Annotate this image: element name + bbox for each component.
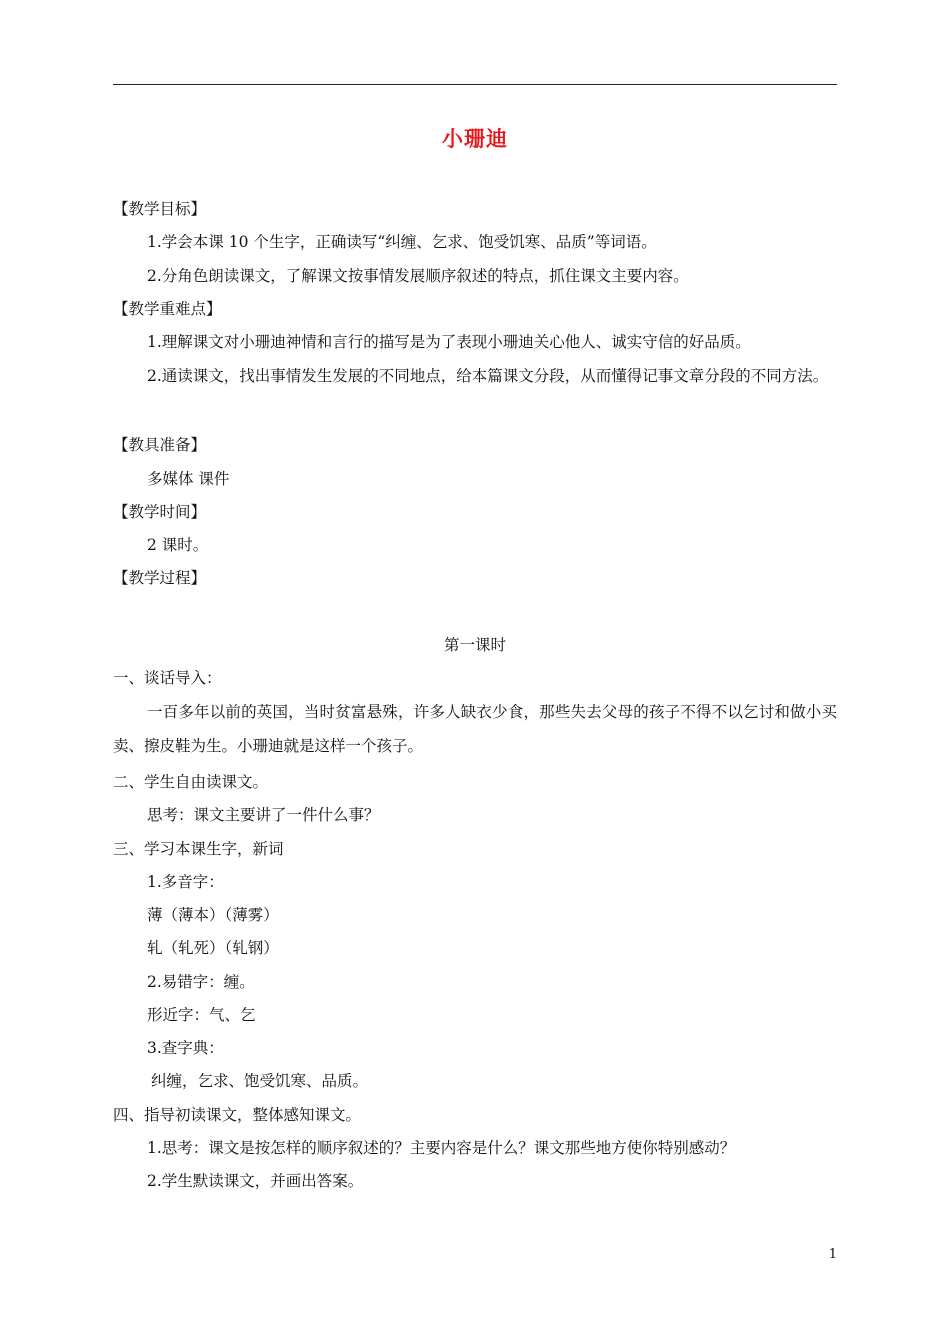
- section-2-title: 二、学生自由读课文。: [113, 773, 269, 791]
- section-3-item-2: 2.易错字：缠。: [147, 973, 255, 991]
- section-1-title: 一、谈话导入：: [113, 669, 222, 687]
- lesson-heading: 第一课时: [443, 636, 506, 654]
- document-title: 小珊迪: [442, 126, 508, 151]
- process-heading: 【教学过程】: [113, 569, 207, 587]
- section-3-item-2a: 形近字：气、乞: [147, 1006, 256, 1024]
- goals-heading: 【教学目标】: [113, 200, 207, 218]
- keypoints-heading: 【教学重难点】: [113, 300, 222, 318]
- time-text: 2 课时。: [147, 536, 209, 554]
- keypoint-2: 2.通读课文，找出事情发生发展的不同地点，给本篇课文分段，从而懂得记事文章分段的不同方法。: [147, 367, 829, 385]
- section-3-item-1a: 薄（薄本）（薄雾）: [147, 906, 279, 924]
- tools-heading: 【教具准备】: [113, 436, 207, 454]
- section-3-item-1b: 轧（轧死）（轧钢）: [147, 939, 279, 957]
- section-3-title: 三、学习本课生字，新词: [113, 840, 284, 858]
- goal-2: 2.分角色朗读课文，了解课文按事情发展顺序叙述的特点，抓住课文主要内容。: [147, 267, 689, 285]
- section-2-text: 思考：课文主要讲了一件什么事？: [147, 806, 380, 824]
- header-rule: [113, 84, 837, 85]
- keypoint-1: 1.理解课文对小珊迪神情和言行的描写是为了表现小珊迪关心他人、诚实守信的好品质。: [147, 333, 751, 351]
- section-4-title: 四、指导初读课文，整体感知课文。: [113, 1106, 362, 1124]
- section-3-item-3a: 纠缠，乞求、饱受饥寒、品质。: [151, 1072, 369, 1090]
- tools-text: 多媒体 课件: [147, 470, 230, 488]
- page-number: 1: [828, 1247, 837, 1262]
- section-3-item-3: 3.查字典：: [147, 1039, 224, 1057]
- section-1-text: 一百多年以前的英国，当时贫富悬殊，许多人缺衣少食，那些失去父母的孩子不得不以乞讨和做小买卖、擦皮鞋为生。小珊迪就是这样一个孩子。: [113, 703, 837, 755]
- section-3-item-1: 1.多音字：: [147, 873, 224, 891]
- section-4-item-1: 1.思考：课文是按怎样的顺序叙述的？主要内容是什么？课文那些地方使你特别感动？: [147, 1139, 736, 1157]
- time-heading: 【教学时间】: [113, 503, 207, 521]
- section-4-item-2: 2.学生默读课文，并画出答案。: [147, 1172, 364, 1190]
- goal-1: 1.学会本课 10 个生字，正确读写“纠缠、乞求、饱受饥寒、品质”等词语。: [147, 233, 657, 251]
